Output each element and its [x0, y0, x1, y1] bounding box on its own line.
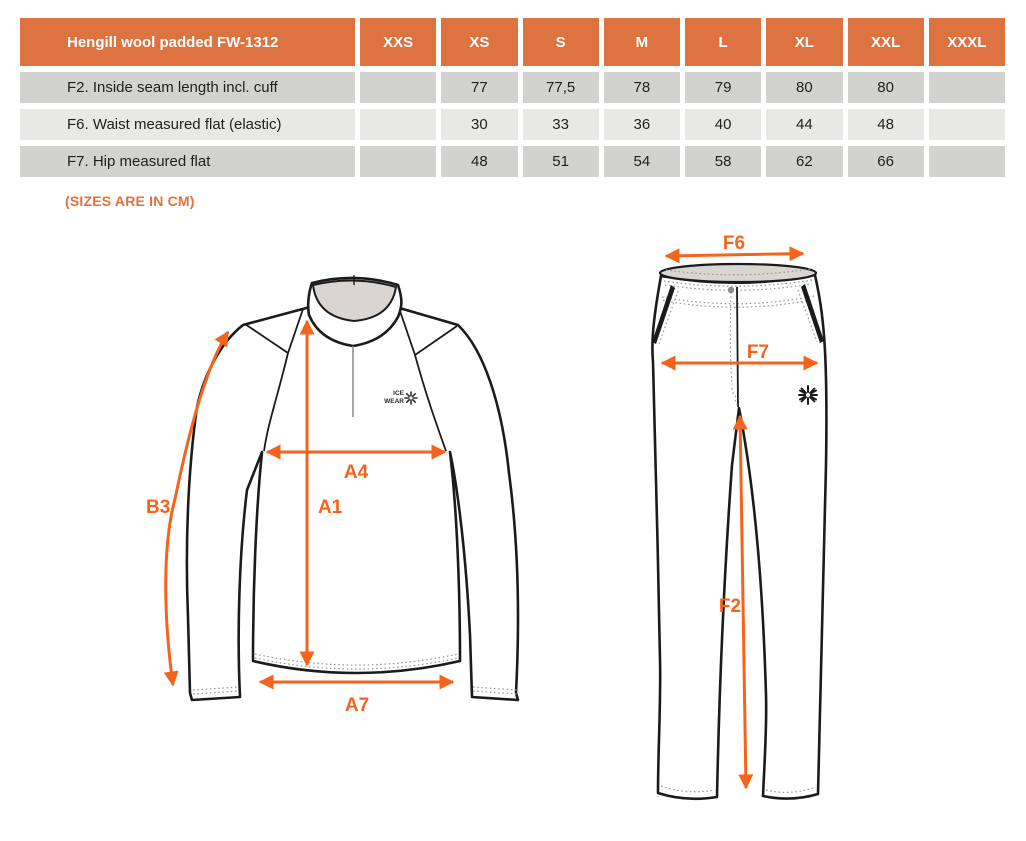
table-cell [360, 109, 436, 140]
size-column-header-s: S [523, 18, 599, 66]
table-cell: 78 [604, 72, 680, 103]
f6-label: F6 [722, 233, 746, 254]
table-cell: 44 [766, 109, 842, 140]
pants-measurement-diagram [620, 230, 880, 830]
size-table [20, 18, 1005, 177]
snowflake-icon [405, 392, 417, 404]
table-cell: 80 [766, 72, 842, 103]
a7-label: A7 [344, 695, 370, 716]
table-cell [929, 146, 1005, 177]
table-cell: 79 [685, 72, 761, 103]
table-cell: 40 [685, 109, 761, 140]
table-cell: 30 [441, 109, 517, 140]
size-column-header-xs: XS [441, 18, 517, 66]
size-column-header-xxs: XXS [360, 18, 436, 66]
table-cell: 58 [685, 146, 761, 177]
table-cell: 54 [604, 146, 680, 177]
table-cell: 33 [523, 109, 599, 140]
waistband-opening [660, 264, 816, 282]
jacket-measurement-diagram [140, 245, 560, 725]
size-column-header-xxxl: XXXL [929, 18, 1005, 66]
size-column-header-xxl: XXL [848, 18, 924, 66]
logo-text-line1: ICE [393, 390, 404, 397]
sizes-unit-note: (SIZES ARE IN CM) [65, 193, 195, 209]
row-label-inseam: F2. Inside seam length incl. cuff [20, 72, 355, 103]
table-cell: 48 [441, 146, 517, 177]
table-cell: 77 [441, 72, 517, 103]
table-cell: 48 [848, 109, 924, 140]
table-cell: 77,5 [523, 72, 599, 103]
a1-label: A1 [318, 497, 343, 518]
table-cell: 36 [604, 109, 680, 140]
size-column-header-l: L [685, 18, 761, 66]
size-column-header-xl: XL [766, 18, 842, 66]
size-column-header-m: M [604, 18, 680, 66]
table-cell: 80 [848, 72, 924, 103]
logo-text-line2: WEAR [384, 398, 404, 405]
pants-outline [652, 275, 826, 799]
f7-label: F7 [746, 342, 770, 363]
f2-label: F2 [718, 596, 742, 617]
a4-label: A4 [343, 462, 369, 483]
snowflake-icon [799, 386, 817, 404]
waist-button [728, 287, 734, 293]
row-label-hip: F7. Hip measured flat [20, 146, 355, 177]
table-cell: 51 [523, 146, 599, 177]
table-cell: 62 [766, 146, 842, 177]
table-cell [360, 146, 436, 177]
b3-label: B3 [146, 497, 171, 518]
table-cell [929, 72, 1005, 103]
cuff-stitching [193, 687, 517, 694]
table-cell: 66 [848, 146, 924, 177]
table-cell [929, 109, 1005, 140]
row-label-waist: F6. Waist measured flat (elastic) [20, 109, 355, 140]
fly-line [737, 287, 738, 407]
table-cell [360, 72, 436, 103]
table-product-header: Hengill wool padded FW-1312 [20, 18, 355, 66]
